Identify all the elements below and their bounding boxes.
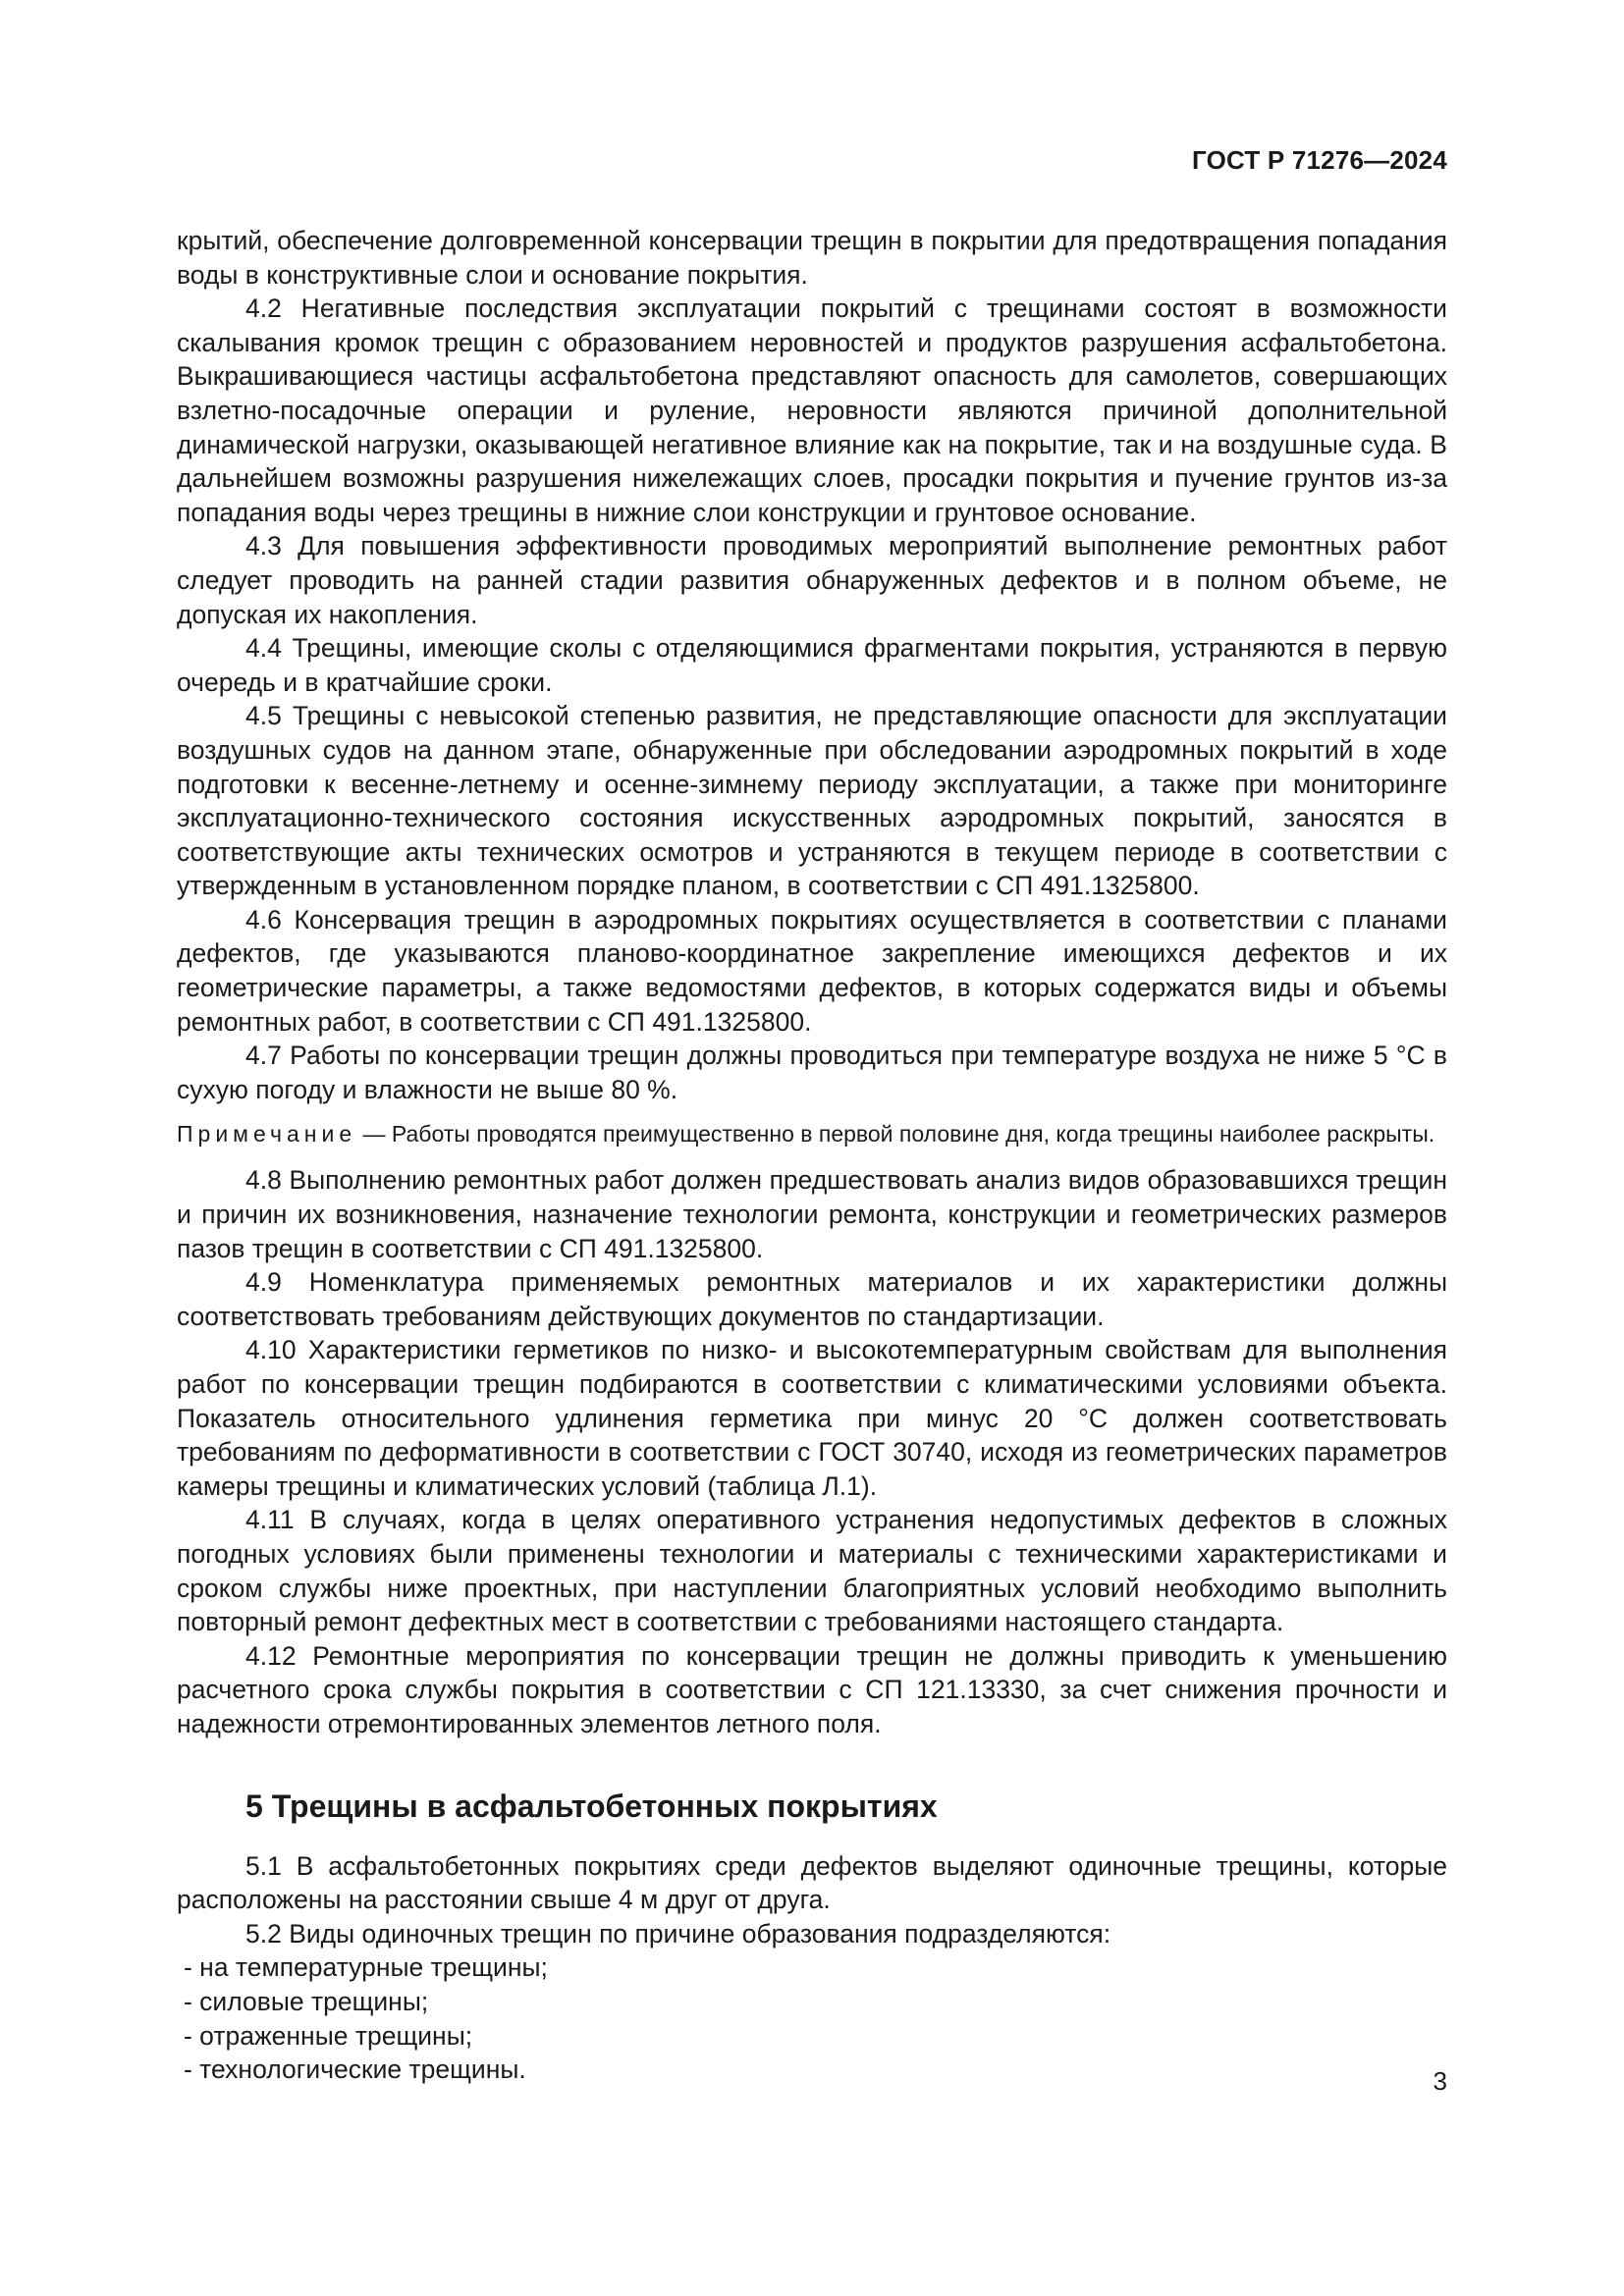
paragraph-5-1: 5.1 В асфальтобетонных покрытиях среди дефектов выделяют одиночные трещины, которые расположены на расстоянии свыше 4 м друг от друга. <box>177 1850 1447 1915</box>
note <box>177 1118 1447 1149</box>
paragraph-4-12: 4.12 Ремонтные мероприятия по консервации трещин не должны приводить к уменьшению расчетного срока службы покрытия в соответствии с СП 121.13330, за счет снижения прочности и надежности отремонтированных элементов летного поля. <box>177 1640 1447 1738</box>
paragraph-4-10: 4.10 Характеристики герметиков по низко- и высокотемпературным свойствам для выполнения работ по консервации трещин подбираются в соответствии с климатическими условиями объекта. Показатель относительного удлинения герметика при минус 20 °C должен соответствовать требованиям по деформативности в соответствии с ГОСТ 30740, исходя из геометрических параметров камеры трещины и климатических условий (таблица Л.1). <box>177 1335 1447 1501</box>
paragraph-4-8: 4.8 Выполнению ремонтных работ должен предшествовать анализ видов образовавшихся трещин и причин их возникновения, назначение технологии ремонта, конструкции и геометрических размеров пазов трещин в соответствии с СП 491.1325800. <box>177 1165 1447 1263</box>
paragraph-4-4: 4.4 Трещины, имеющие сколы с отделяющимися фрагментами покрытия, устраняются в первую очередь и в кратчайшие сроки. <box>177 633 1447 697</box>
paragraph-4-9: 4.9 Номенклатура применяемых ремонтных материалов и их характеристики должны соответствовать требованиям действующих документов по стандартизации. <box>177 1267 1447 1331</box>
document-designation: ГОСТ Р 71276—2024 <box>1192 145 1447 175</box>
note-label: Примечание <box>177 1121 357 1148</box>
paragraph-4-11: 4.11 В случаях, когда в целях оперативного устранения недопустимых дефектов в сложных погодных условиях были применены технологии и материалы с техническими характеристиками и сроком службы ниже проектных, при наступлении благоприятных условий необходимо выполнить повторный ремонт дефектных мест в соответствии с требованиями настоящего стандарта. <box>177 1505 1447 1637</box>
list-item: - силовые трещины; <box>184 1986 429 2016</box>
paragraph-4-3: 4.3 Для повышения эффективности проводимых мероприятий выполнение ремонтных работ следует проводить на ранней стадии развития обнаруженных дефектов и в полном объеме, не допуская их накопления. <box>177 531 1447 629</box>
paragraph-4-2: 4.2 Негативные последствия эксплуатации покрытий с трещинами состоят в возможности скалывания кромок трещин с образованием неровностей и продуктов разрушения асфальтобетона. Выкрашивающиеся частицы асфальтобетона представляют опасность для самолетов, совершающих взлетно-посадочные операции и руление, неровности являются причиной дополнительной динамической нагрузки, оказывающей негативное влияние как на покрытие, так и на воздушные суда. В дальнейшем возможны разрушения нижележащих слоев, просадки покрытия и пучение грунтов из-за попадания воды через трещины в нижние слои конструкции и грунтовое основание. <box>177 294 1447 527</box>
page-number: 3 <box>1433 2066 1447 2096</box>
paragraph-4-7: 4.7 Работы по консервации трещин должны проводиться при температуре воздуха не ниже 5 °C в сухую погоду и влажности не выше 80 %. <box>177 1041 1447 1104</box>
page-content <box>177 224 1447 2087</box>
crack-types-list <box>177 1950 1447 2086</box>
list-item: - отраженные трещины; <box>184 2020 473 2051</box>
section-5-heading: 5 Трещины в асфальтобетонных покрытиях <box>245 1788 938 1824</box>
paragraph-4-5: 4.5 Трещины с невысокой степенью развития, не представляющие опасности для эксплуатации воздушных судов на данном этапе, обнаруженные при обследовании аэродромных покрытий в ходе подготовки к весенне-летнему и осенне-зимнему периоду эксплуатации, а также при мониторинге эксплуатационно-технического состояния искусственных аэродромных покрытий, заносятся в соответствующие акты технических осмотров и устраняются в текущем периоде в соответствии с утвержденным в установленном порядке планом, в соответствии с СП 491.1325800. <box>177 701 1447 901</box>
list-item: - технологические трещины. <box>184 2055 526 2085</box>
paragraph-5-2: 5.2 Виды одиночных трещин по причине образования подразделяются: <box>245 1918 1111 1949</box>
paragraph-4-6: 4.6 Консервация трещин в аэродромных покрытиях осуществляется в соответствии с планами дефектов, где указываются планово-координатное закрепление имеющихся дефектов и их геометрические параметры, а также ведомостями дефектов, в которых содержатся виды и объемы ремонтных работ, в соответствии с СП 491.1325800. <box>177 904 1447 1037</box>
paragraph-continuation: крытий, обеспечение долговременной консервации трещин в покрытии для предотвращения попадания воды в конструктивные слои и основание покрытия. <box>177 226 1447 290</box>
list-item: - на температурные трещины; <box>184 1952 548 1983</box>
note-text: — Работы проводятся преимущественно в первой половине дня, когда трещины наиболее раскрыты. <box>356 1121 1435 1148</box>
